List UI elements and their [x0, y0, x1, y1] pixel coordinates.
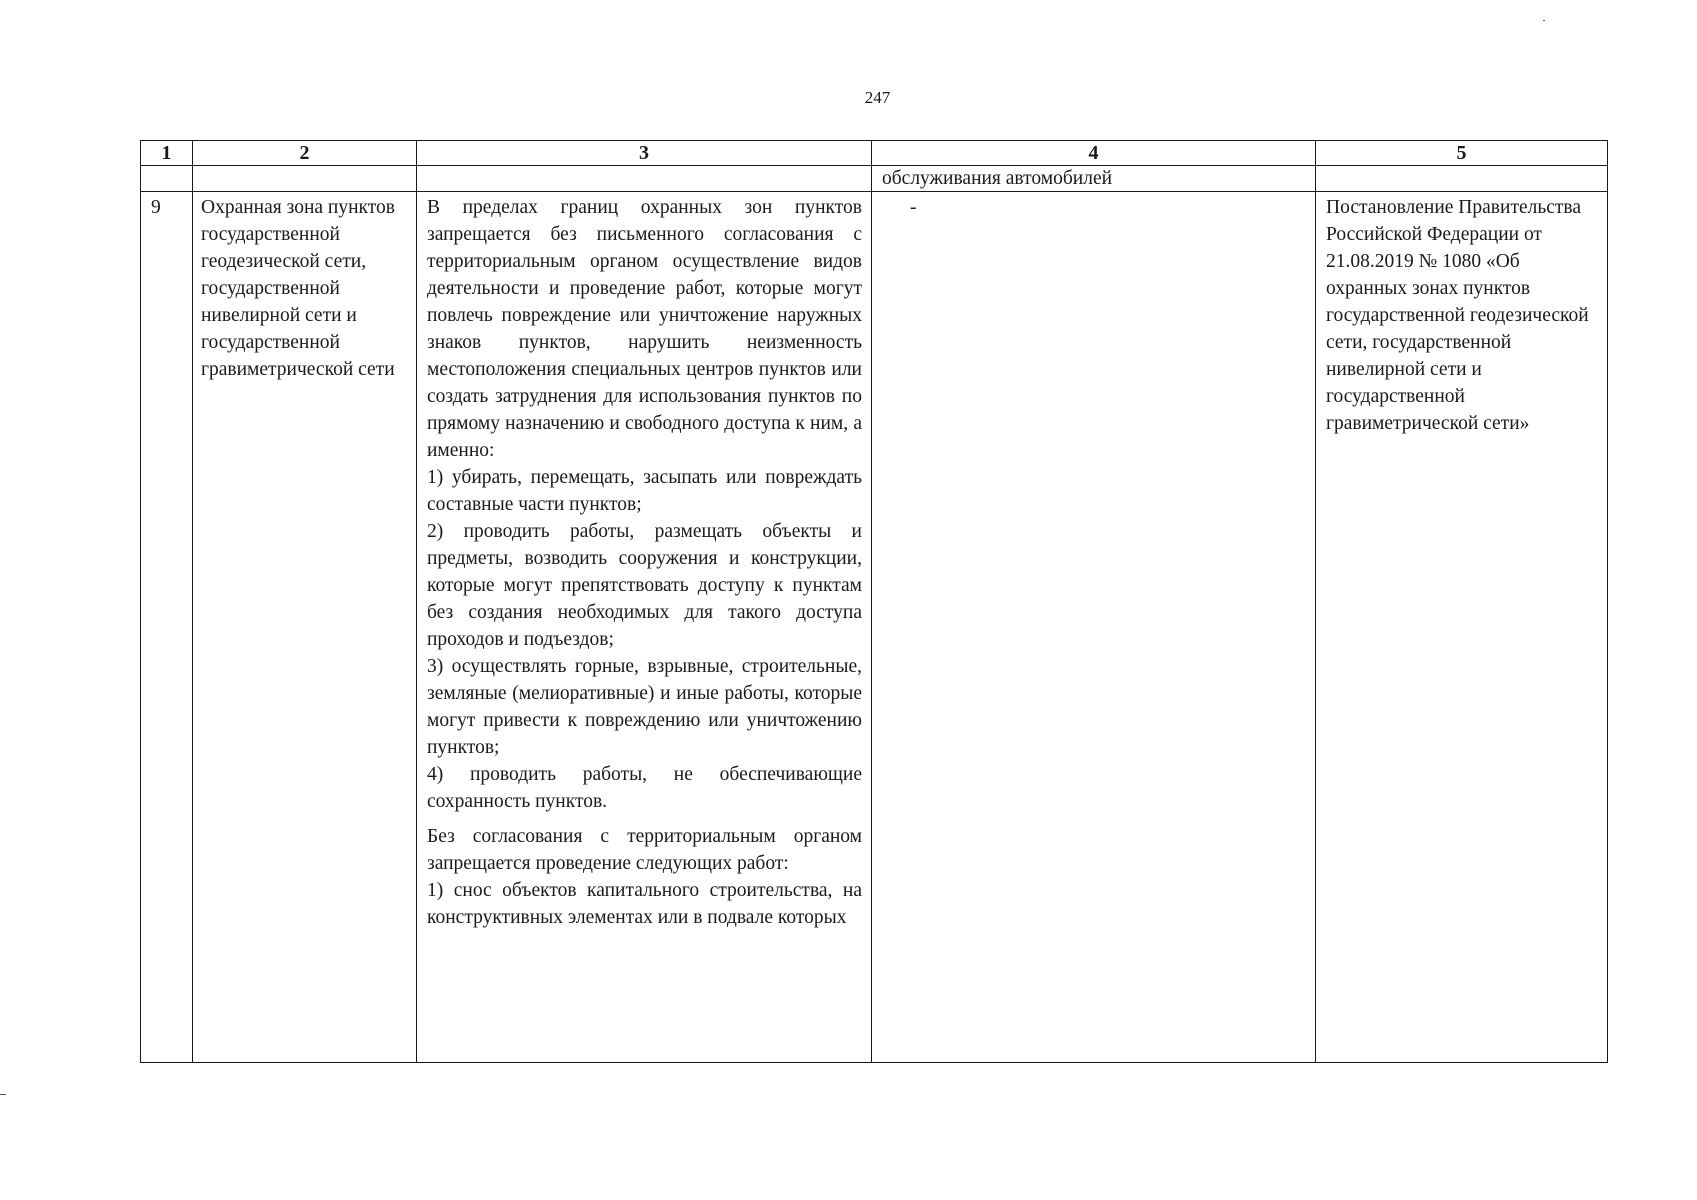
- col4-cell: -: [872, 192, 1316, 1063]
- scan-mark: [1543, 20, 1545, 21]
- header-row: [141, 141, 1608, 166]
- cont-cell-5: [1316, 166, 1608, 192]
- header-col-2: 2: [193, 141, 417, 166]
- header-col-1: 1: [141, 141, 193, 166]
- table-row: [141, 192, 1608, 1063]
- cont-cell-2: [193, 166, 417, 192]
- restriction-paragraph: В пределах границ охранных зон пунктов запрещается без письменного согласования с территориальным органом осуществление видов деятельности и проведение работ, которые могут повлечь повреждение или уничтожение наружных знаков пунктов, нарушить неизменность местоположения специальных центров пунктов или создать затруднения для использования пунктов по прямому назначению и свободного доступа к ним, а именно:: [427, 197, 862, 461]
- header-col-4: 4: [872, 141, 1316, 166]
- scan-mark: [0, 1094, 6, 1095]
- zones-table: [140, 140, 1608, 1063]
- restriction-item: 1) убирать, перемещать, засыпать или повреждать составные части пунктов;: [427, 467, 862, 515]
- restriction-item: 4) проводить работы, не обеспечивающие сохранность пунктов.: [427, 764, 862, 812]
- zone-name: Охранная зона пунктов государственной геодезической сети, государственной нивелирной сети и государственной гравиметрической сети: [193, 192, 417, 1063]
- row-number: 9: [141, 192, 193, 1063]
- page-number: 247: [864, 88, 891, 107]
- header-col-5: 5: [1316, 141, 1608, 166]
- restrictions-cell: [417, 192, 872, 1063]
- restriction-item: 3) осуществлять горные, взрывные, строительные, земляные (мелиоративные) и иные работы, которые могут привести к повреждению или уничтожению пунктов;: [427, 656, 862, 758]
- restriction-item: 2) проводить работы, размещать объекты и предметы, возводить сооружения и конструкции, которые могут препятствовать доступу к пунктам без создания необходимых для такого доступа проходов и подъездов;: [427, 521, 862, 650]
- cont-cell-4: обслуживания автомобилей: [872, 166, 1316, 192]
- cont-cell-1: [141, 166, 193, 192]
- header-col-3: 3: [417, 141, 872, 166]
- restriction-item: 1) снос объектов капитального строительства, на конструктивных элементах или в подвале которых: [427, 880, 862, 928]
- restriction-paragraph: Без согласования с территориальным органом запрещается проведение следующих работ:: [427, 826, 862, 874]
- cont-cell-3: [417, 166, 872, 192]
- legal-basis: Постановление Правительства Российской Федерации от 21.08.2019 № 1080 «Об охранных зонах пунктов государственной геодезической сети, государственной нивелирной сети и государственной гравиметрической сети»: [1316, 192, 1608, 1063]
- continuation-row: [141, 166, 1608, 192]
